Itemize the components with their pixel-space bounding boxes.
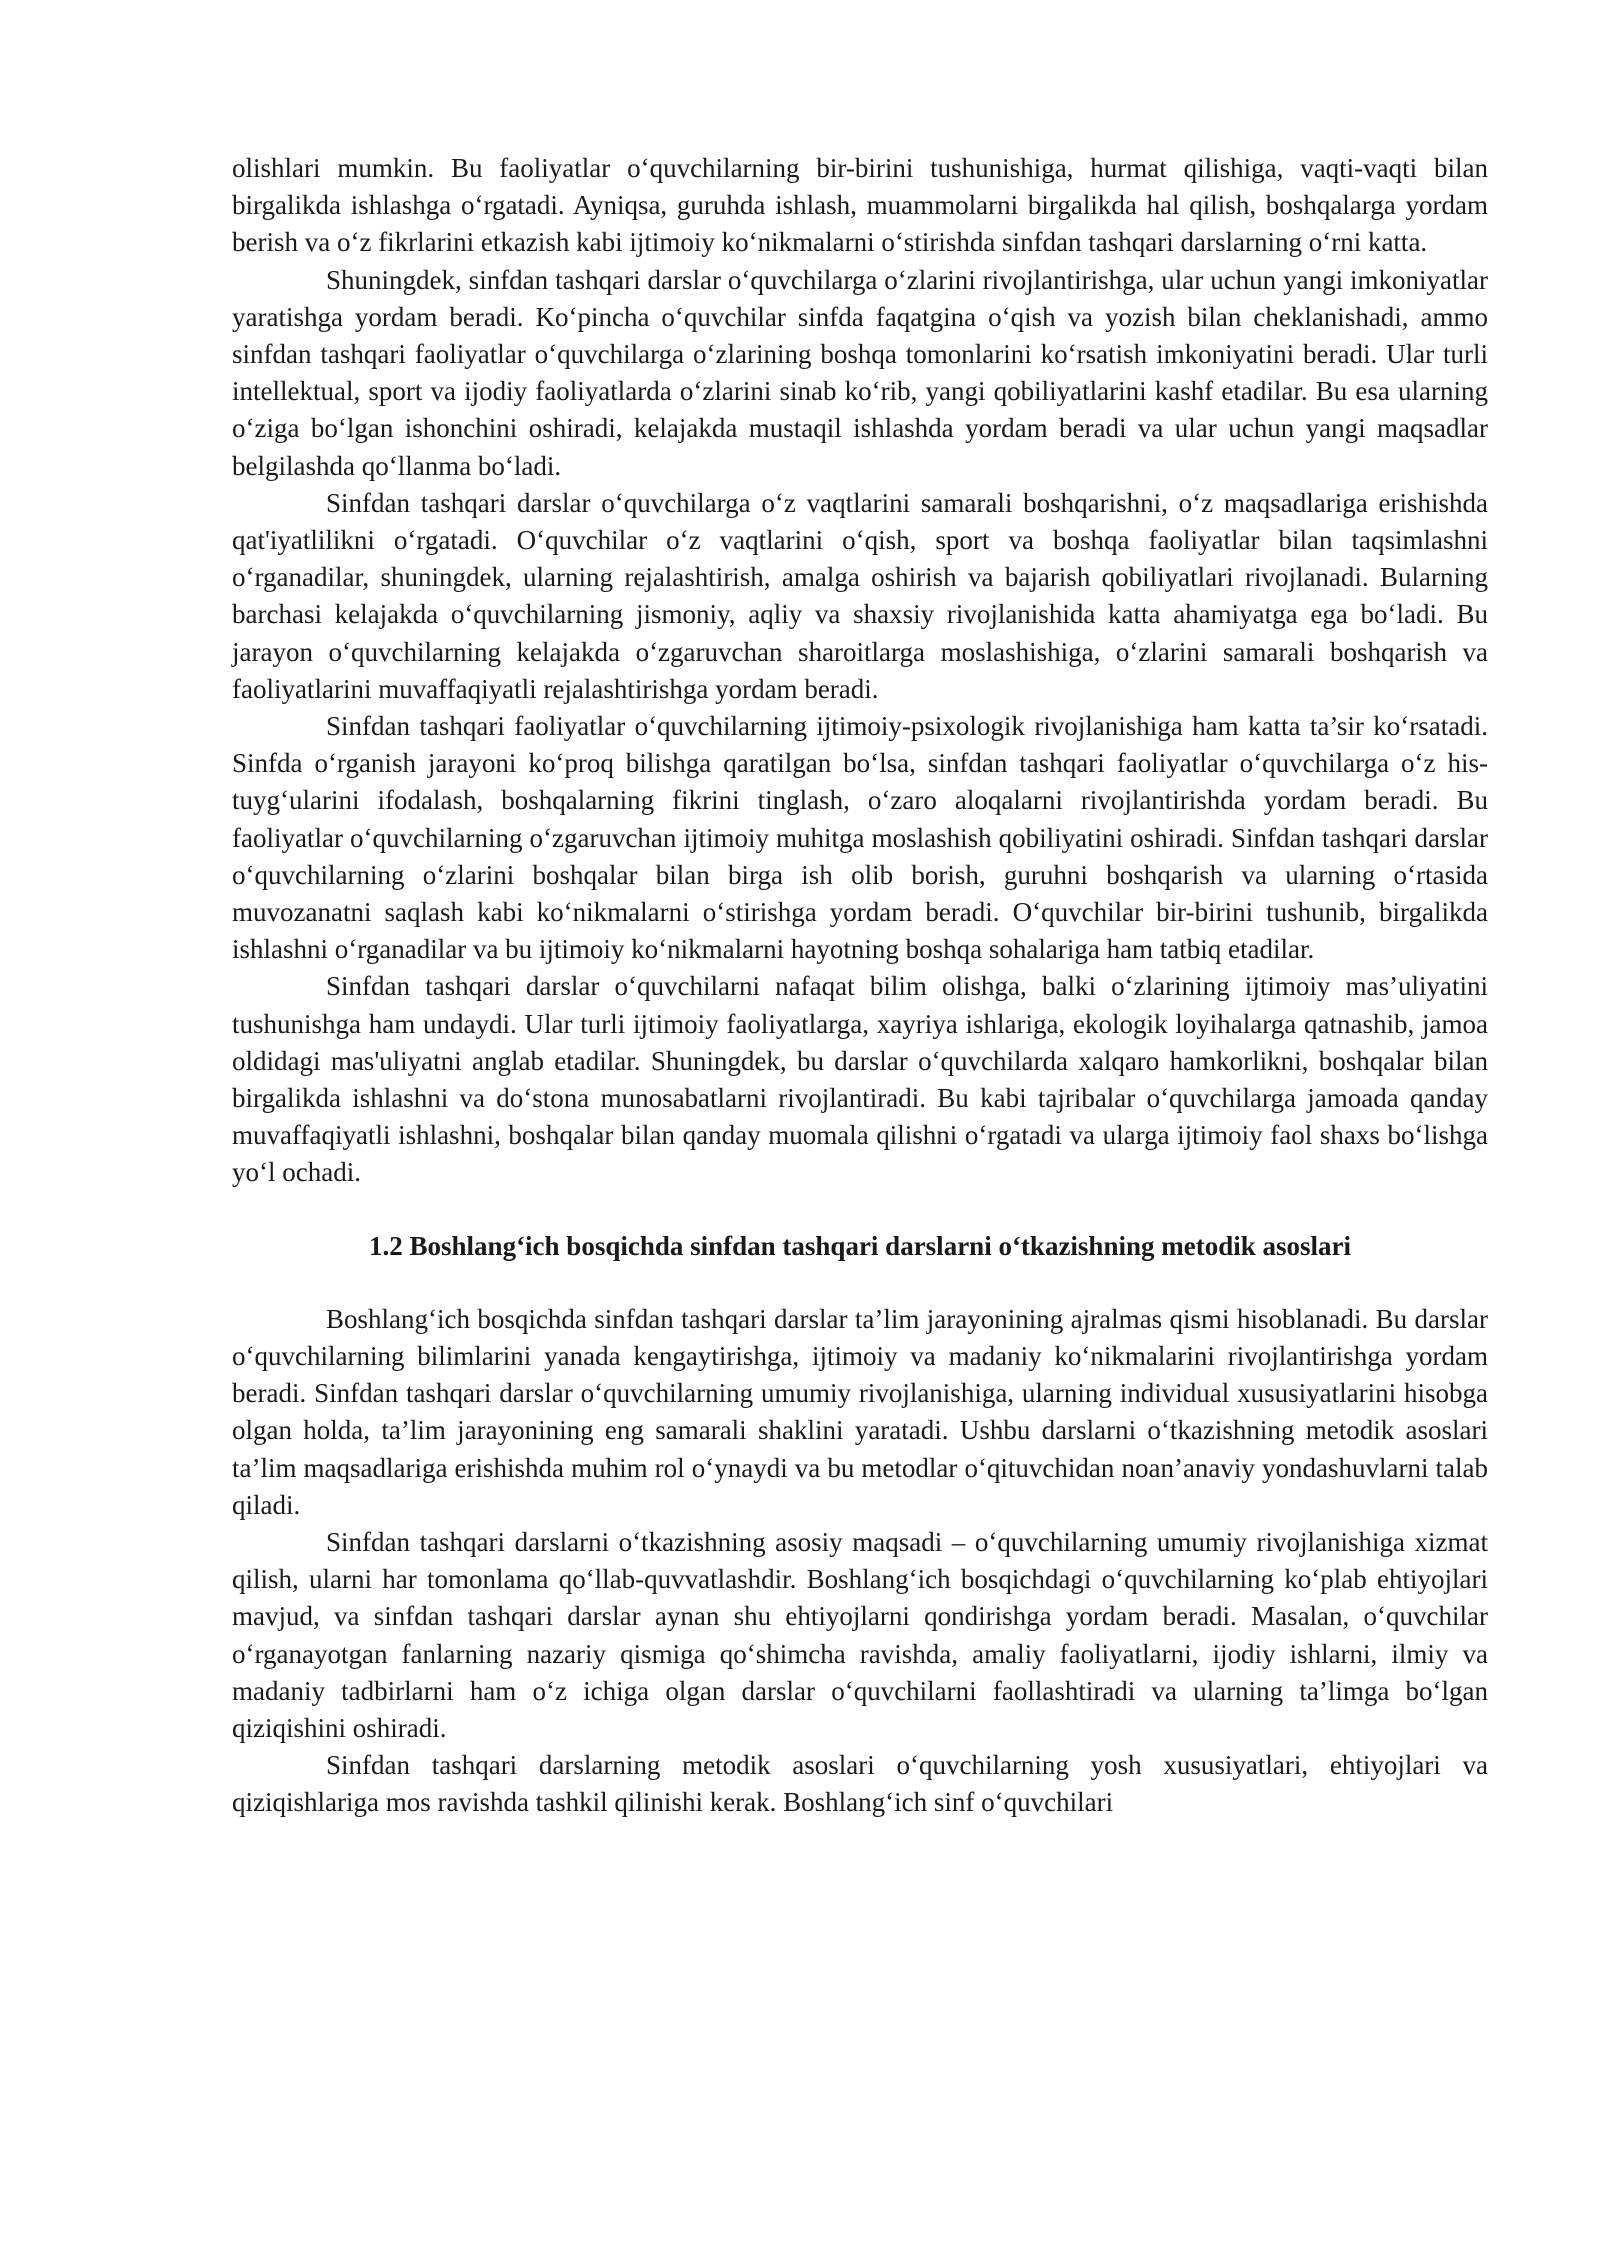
section-heading: 1.2 Boshlang‘ich bosqichda sinfdan tashqari darslarni o‘tkazishning metodik asoslari xyxy=(369,1230,1351,1261)
body-paragraph: Sinfdan tashqari darslar o‘quvchilarni nafaqat bilim olishga, balki o‘zlarining ijtimoiy mas’uliyatini tushunishga ham undaydi. Ular turli ijtimoiy faoliyatlarga, xayriya ishlariga, ekologik loyihalarga qatnashib, jamoa oldidagi mas'uliyatni anglab etadilar. Shuningdek, bu darslar o‘quvchilarda xalqaro hamkorlikni, boshqalar bilan birgalikda ishlashni va do‘stona munosabatlarni rivojlantiradi. Bu kabi tajribalar o‘quvchilarga jamoada qanday muvaffaqiyatli ishlashni, boshqalar bilan qanday muomala qilishni o‘rgatadi va ularga ijtimoiy faol shaxs bo‘lishga yo‘l ochadi. xyxy=(232,971,1488,1188)
body-paragraph: Sinfdan tashqari darslarni o‘tkazishning asosiy maqsadi – o‘quvchilarning umumiy rivojlanishiga xizmat qilish, ularni har tomonlama qo‘llab-quvvatlashdir. Boshlang‘ich bosqichdagi o‘quvchilarning ko‘plab ehtiyojlari mavjud, va sinfdan tashqari darslar aynan shu ehtiyojlarni qondirishga yordam beradi. Masalan, o‘quvchilar o‘rganayotgan fanlarning nazariy qismiga qo‘shimcha ravishda, amaliy faoliyatlarni, ijodiy ishlarni, ilmiy va madaniy tadbirlarni ham o‘z ichiga olgan darslar o‘quvchilarni faollashtiradi va ularning ta’limga bo‘lgan qiziqishini oshiradi. xyxy=(232,1526,1488,1743)
document-page xyxy=(232,150,1488,1822)
body-paragraph: Sinfdan tashqari darslarning metodik asoslari o‘quvchilarning yosh xususiyatlari, ehtiyojlari va qiziqishlariga mos ravishda tashkil qilinishi kerak. Boshlang‘ich sinf o‘quvchilari xyxy=(232,1750,1488,1818)
body-paragraph: Shuningdek, sinfdan tashqari darslar o‘quvchilarga o‘zlarini rivojlantirishga, ular uchun yangi imkoniyatlar yaratishga yordam beradi. Ko‘pincha o‘quvchilar sinfda faqatgina o‘qish va yozish bilan cheklanishadi, ammo sinfdan tashqari faoliyatlar o‘quvchilarga o‘zlarining boshqa tomonlarini ko‘rsatish imkoniyatini beradi. Ular turli intellektual, sport va ijodiy faoliyatlarda o‘zlarini sinab ko‘rib, yangi qobiliyatlarini kashf etadilar. Bu esa ularning o‘ziga bo‘lgan ishonchini oshiradi, kelajakda mustaqil ishlashda yordam beradi va ular uchun yangi maqsadlar belgilashda qo‘llanma bo‘ladi. xyxy=(232,264,1488,481)
body-paragraph: olishlari mumkin. Bu faoliyatlar o‘quvchilarning bir-birini tushunishiga, hurmat qilishiga, vaqti-vaqti bilan birgalikda ishlashga o‘rgatadi. Ayniqsa, guruhda ishlash, muammolarni birgalikda hal qilish, boshqalarga yordam berish va o‘z fikrlarini etkazish kabi ijtimoiy ko‘nikmalarni o‘stirishda sinfdan tashqari darslarning o‘rni katta. xyxy=(232,153,1488,258)
body-paragraph: Sinfdan tashqari faoliyatlar o‘quvchilarning ijtimoiy-psixologik rivojlanishiga ham katta ta’sir ko‘rsatadi. Sinfda o‘rganish jarayoni ko‘proq bilishga qaratilgan bo‘lsa, sinfdan tashqari faoliyatlar o‘quvchilarga o‘z his-tuyg‘ularini ifodalash, boshqalarning fikrini tinglash, o‘zaro aloqalarni rivojlantirishda yordam beradi. Bu faoliyatlar o‘quvchilarning o‘zgaruvchan ijtimoiy muhitga moslashish qobiliyatini oshiradi. Sinfdan tashqari darslar o‘quvchilarning o‘zlarini boshqalar bilan birga ish olib borish, guruhni boshqarish va ularning o‘rtasida muvozanatni saqlash kabi ko‘nikmalarni o‘stirishga yordam beradi. O‘quvchilar bir-birini tushunib, birgalikda ishlashni o‘rganadilar va bu ijtimoiy ko‘nikmalarni hayotning boshqa sohalariga ham tatbiq etadilar. xyxy=(232,711,1488,965)
body-paragraph: Sinfdan tashqari darslar o‘quvchilarga o‘z vaqtlarini samarali boshqarishni, o‘z maqsadlariga erishishda qat'iyatlilikni o‘rgatadi. O‘quvchilar o‘z vaqtlarini o‘qish, sport va boshqa faoliyatlar bilan taqsimlashni o‘rganadilar, shuningdek, ularning rejalashtirish, amalga oshirish va bajarish qobiliyatlari rivojlanadi. Bularning barchasi kelajakda o‘quvchilarning jismoniy, aqliy va shaxsiy rivojlanishida katta ahamiyatga ega bo‘ladi. Bu jarayon o‘quvchilarning kelajakda o‘zgaruvchan sharoitlarga moslashishiga, o‘zlarini samarali boshqarish va faoliyatlarini muvaffaqiyatli rejalashtirishga yordam beradi. xyxy=(232,487,1488,704)
body-paragraph: Boshlang‘ich bosqichda sinfdan tashqari darslar ta’lim jarayonining ajralmas qismi hisoblanadi. Bu darslar o‘quvchilarning bilimlarini yanada kengaytirishga, ijtimoiy va madaniy ko‘nikmalarini rivojlantirishga yordam beradi. Sinfdan tashqari darslar o‘quvchilarning umumiy rivojlanishiga, ularning individual xususiyatlarini hisobga olgan holda, ta’lim jarayonining eng samarali shaklini yaratadi. Ushbu darslarni o‘tkazishning metodik asoslari ta’lim maqsadlariga erishishda muhim rol o‘ynaydi va bu metodlar o‘qituvchidan noan’anaviy yondashuvlarni talab qiladi. xyxy=(232,1303,1488,1520)
